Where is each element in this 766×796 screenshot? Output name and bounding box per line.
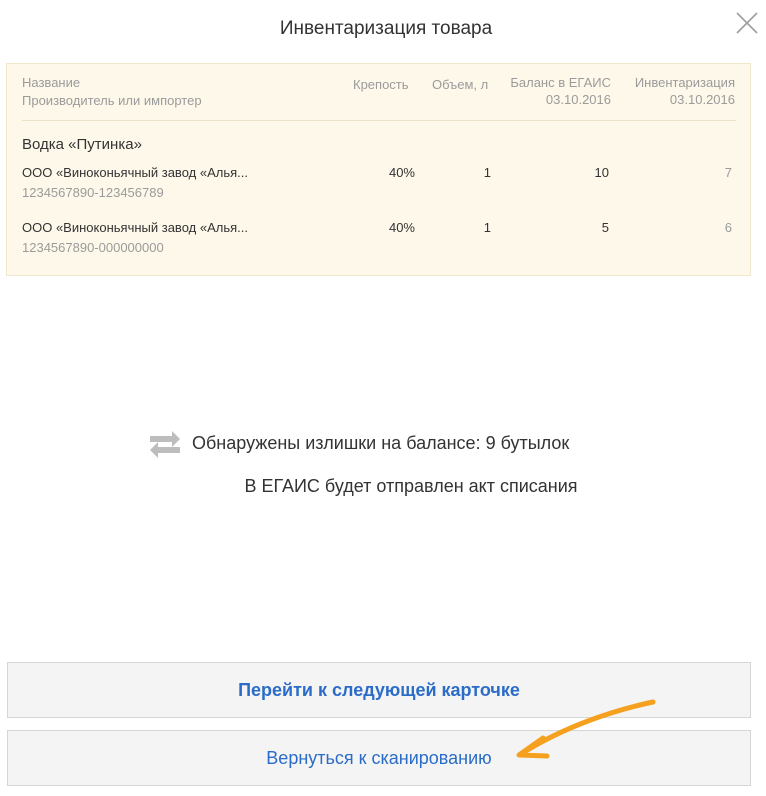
header-balance: Баланс в ЕГАИС bbox=[510, 75, 611, 90]
row-inventory: 7 bbox=[724, 165, 732, 180]
annotation-arrow-icon bbox=[505, 692, 665, 770]
transfer-arrows-icon bbox=[148, 428, 182, 458]
product-name: Водка «Путинка» bbox=[22, 136, 142, 153]
header-name: Название bbox=[22, 75, 81, 90]
row-inventory: 6 bbox=[724, 220, 732, 235]
header-inventory-date: 03.10.2016 bbox=[669, 92, 735, 107]
row-strength: 40% bbox=[388, 220, 415, 235]
surplus-message bbox=[148, 428, 569, 458]
header-producer: Производитель или импортер bbox=[22, 93, 202, 108]
back-to-scan-button[interactable]: Вернуться к сканированию bbox=[7, 730, 751, 786]
row-strength: 40% bbox=[388, 165, 415, 180]
row-balance: 10 bbox=[594, 165, 609, 180]
row-balance: 5 bbox=[601, 220, 609, 235]
header-volume: Объем, л bbox=[432, 77, 489, 92]
row-volume: 1 bbox=[483, 165, 491, 180]
header-inventory: Инвентаризация bbox=[634, 75, 735, 90]
row-code: 1234567890-123456789 bbox=[22, 185, 164, 200]
row-producer: ООО «Виноконьячный завод «Алья... bbox=[22, 220, 248, 235]
header-divider bbox=[22, 120, 736, 121]
row-producer: ООО «Виноконьячный завод «Алья... bbox=[22, 165, 248, 180]
close-icon[interactable] bbox=[734, 10, 760, 36]
surplus-text: Обнаружены излишки на балансе: 9 бутылок bbox=[192, 432, 570, 453]
header-strength: Крепость bbox=[353, 77, 409, 92]
inventory-table bbox=[6, 63, 751, 276]
dialog-title: Инвентаризация товара bbox=[279, 18, 493, 39]
row-volume: 1 bbox=[483, 220, 491, 235]
row-code: 1234567890-000000000 bbox=[22, 240, 164, 255]
header-balance-date: 03.10.2016 bbox=[545, 92, 611, 107]
writeoff-note: В ЕГАИС будет отправлен акт списания bbox=[244, 476, 578, 496]
next-card-button[interactable]: Перейти к следующей карточке bbox=[7, 662, 751, 718]
